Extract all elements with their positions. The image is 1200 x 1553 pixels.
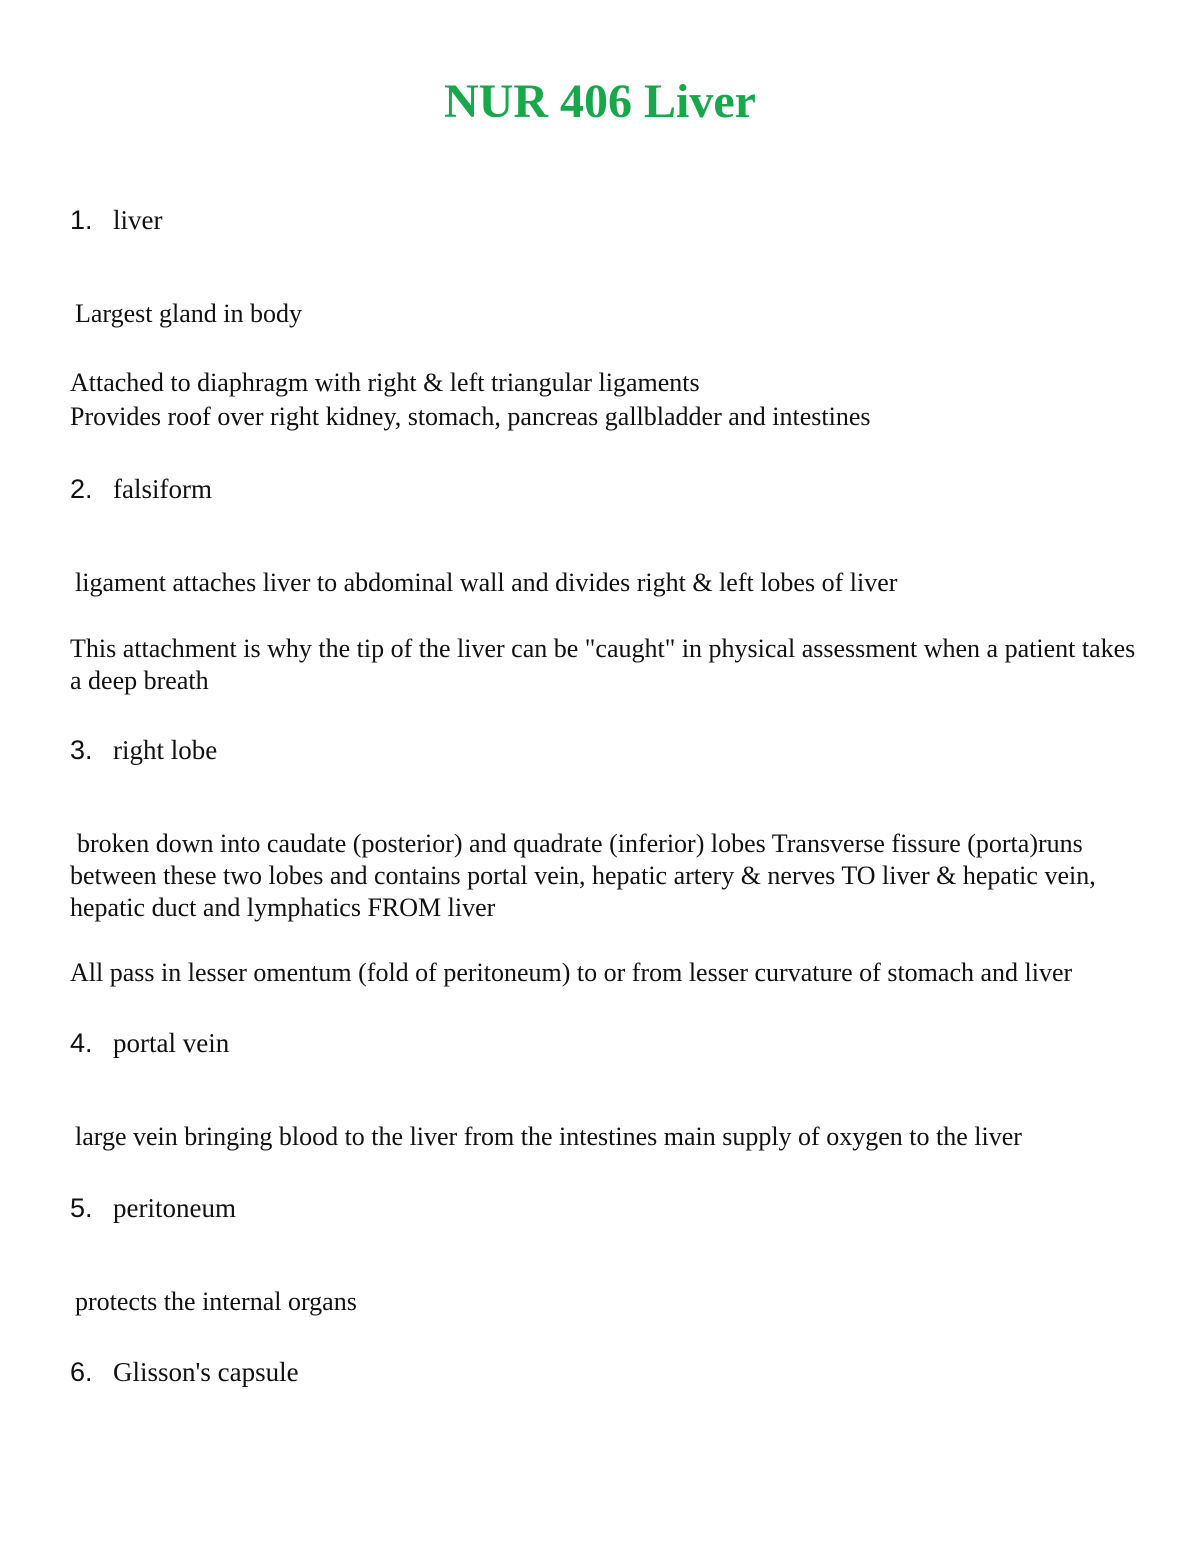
note-1-2: Provides roof over right kidney, stomach, pancreas gallbladder and intestines [70,402,871,431]
term-1 [70,203,162,237]
term-word: peritoneum [113,1193,236,1223]
term-5 [70,1191,236,1225]
term-word: portal vein [113,1028,230,1058]
definition-4: large vein bringing blood to the liver from the intestines main supply of oxygen to the liver [75,1122,1022,1151]
term-3 [70,733,217,767]
definition-1: Largest gland in body [75,299,302,328]
term-4 [70,1026,229,1060]
term-word: liver [113,205,163,235]
term-number: 2. [70,474,93,504]
definition-2: ligament attaches liver to abdominal wall and divides right & left lobes of liver [75,568,898,597]
term-word: right lobe [113,735,218,765]
term-word: Glisson's capsule [113,1357,299,1387]
definition-3: broken down into caudate (posterior) and quadrate (inferior) lobes Transverse fissure (porta)runs between these two lobes and contains portal vein, hepatic artery & nerves TO liver & hepatic vein, hepatic duct and lymphatics FROM liver [70,829,1096,922]
term-6 [70,1355,299,1389]
note-2-1: This attachment is why the tip of the liver can be "caught" in physical assessment when a patient takes a deep breath [70,634,1136,695]
page-title: NUR 406 Liver [444,75,756,128]
term-number: 4. [70,1028,93,1058]
term-number: 1. [70,205,93,235]
definition-5: protects the internal organs [75,1287,357,1316]
term-number: 3. [70,735,93,765]
term-2 [70,472,212,506]
term-number: 6. [70,1357,93,1387]
term-word: falsiform [113,474,212,504]
term-number: 5. [70,1193,93,1223]
note-3-1: All pass in lesser omentum (fold of peritoneum) to or from lesser curvature of stomach and liver [70,958,1073,987]
note-1-1: Attached to diaphragm with right & left triangular ligaments [70,368,700,397]
